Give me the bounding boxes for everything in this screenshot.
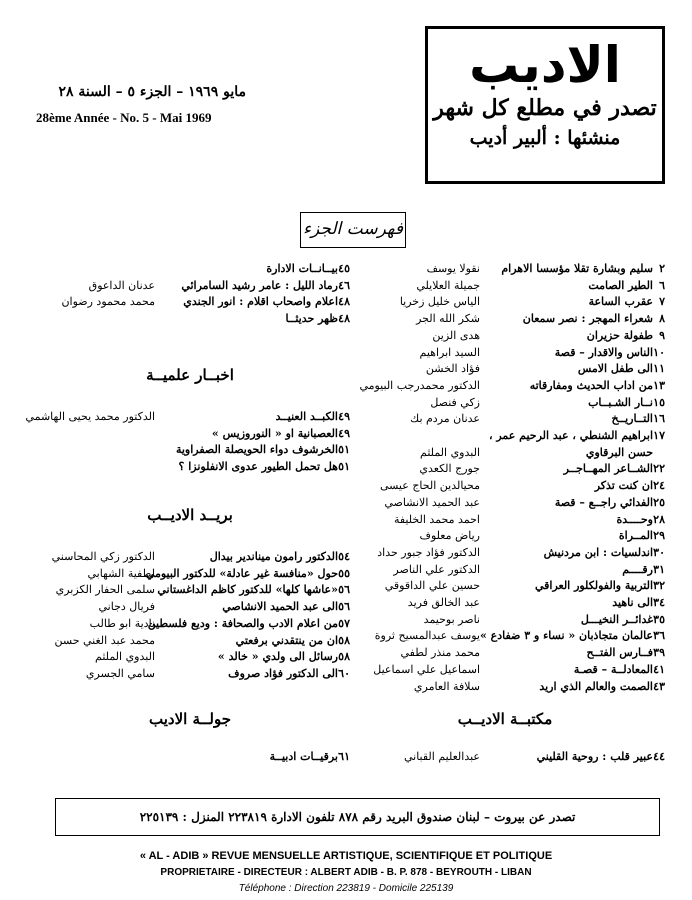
article-author: البدوي الملثم (420, 445, 480, 459)
page-number: ١٥ (653, 395, 665, 409)
footer-line-3: Téléphone : Direction 223819 - Domicile 225139 (238, 883, 454, 894)
masthead (425, 26, 665, 184)
toc-entry (30, 262, 350, 277)
page-number: ٦ (659, 278, 665, 292)
toc-entry (345, 295, 665, 310)
article-title: من اداب الحديث ومفارقاته (529, 378, 653, 392)
page-number: ٤٩ (338, 410, 350, 423)
article-title: حول «منافسة غير عادلة» للدكتور البيومي (145, 566, 338, 580)
page-number: ٦٠ (338, 666, 350, 680)
article-title: ان من ينتقدني برفعتي (235, 633, 338, 647)
page-number: ٢٩ (653, 529, 665, 543)
article-author: محمد محمود رضوان (61, 295, 155, 309)
article-author: جورج الكعدي (419, 462, 480, 476)
article-author: زكي فنصل (430, 395, 480, 409)
article-title: المــراة (618, 529, 653, 543)
footer-line-1: « AL - ADIB » REVUE MENSUELLE ARTISTIQUE, SCIENTIFIQUE ET POLITIQUE (139, 850, 553, 862)
toc-entry (30, 617, 350, 632)
issue-arabic: مايو ١٩٦٩ – الجزء ٥ – السنة ٢٨ (58, 84, 246, 100)
article-title: رماد الليل : عامر رشيد السامرائي (181, 278, 338, 292)
article-author: حسين علي الداقوقي (384, 579, 480, 593)
article-title: رقــــم (622, 562, 653, 576)
page-number: ٤٥ (338, 262, 350, 275)
toc-entry (345, 646, 665, 661)
toc-entry (30, 634, 350, 649)
page-number: ٤٦ (338, 278, 350, 292)
page-number: ٥٧ (338, 616, 350, 630)
article-author: ناصر بوحيمد (423, 612, 480, 626)
page-number: ٣٩ (653, 646, 665, 660)
section-heading: مكتبــة الاديــب (457, 710, 553, 728)
toc-entry (345, 680, 665, 695)
page-number: ٤٤ (653, 750, 665, 763)
article-author: السيد ابراهيم (419, 345, 480, 359)
toc-entry (30, 443, 350, 458)
article-title: المعادلــة – قصـة (573, 662, 653, 676)
toc-entry (345, 329, 665, 344)
article-title: الطير الصامت (588, 278, 653, 292)
toc-entry (345, 563, 665, 578)
page-number: ٦١ (338, 750, 350, 763)
page-number: ٥٦ (338, 583, 350, 597)
toc-entry (345, 396, 665, 411)
article-author: عدنان مردم بك (410, 412, 480, 426)
article-author: جميلة العلايلي (416, 278, 480, 292)
toc-entry (345, 513, 665, 528)
article-author: فؤاد الخشن (425, 362, 480, 376)
page-number: ٥٨ (338, 650, 350, 664)
article-author: محمد منذر لطفي (400, 646, 480, 660)
page-number: ٥٥ (338, 566, 350, 580)
toc-entry (30, 550, 350, 565)
article-title: من اعلام الادب والصحافة : وديع فلسطين (147, 616, 338, 630)
article-title: الناس والاقدار – قصة (554, 345, 653, 359)
page-number: ٥١ (338, 443, 350, 457)
toc-entry (345, 346, 665, 361)
toc-entry (345, 596, 665, 611)
article-title: الى طفل الامس (577, 362, 653, 376)
article-author: عبد الحميد الانشاصي (384, 495, 480, 509)
page-number: ١٠ (653, 345, 665, 359)
article-title: التــاريــخ (611, 412, 653, 426)
section-heading: اخبــار علميــة (146, 366, 234, 384)
toc-entry (345, 663, 665, 678)
article-title: التربية والفولكلور العراقي (534, 579, 653, 593)
page-number: ٤٨ (338, 295, 350, 309)
article-title: شعراء المهجر : نصر سمعان (522, 312, 653, 326)
toc-entry (345, 379, 665, 394)
article-author: الدكتور محمدرجب البيومي (359, 378, 480, 392)
page-number: ٤٣ (653, 679, 665, 693)
article-author: نقولا يوسف (426, 262, 480, 275)
page-number: ٢٥ (653, 495, 665, 509)
article-title: ابراهيم الشنطي ، عبد الرحيم عمر ، (488, 429, 653, 442)
article-title: الخرشوف دواء الحويصلة الصفراوية (175, 443, 338, 457)
page-number: ٢٢ (653, 462, 665, 476)
page-number: ٣٠ (653, 545, 665, 559)
article-title: وحــــدة (616, 512, 653, 526)
section-heading: جولــة الاديب (149, 710, 231, 728)
page-number: ٣١ (653, 562, 665, 576)
article-author: عبدالعليم القباني (403, 750, 480, 763)
toc-entry (30, 427, 350, 442)
article-title: ظهر حديثــا (285, 312, 338, 326)
article-title: سليم وبشارة تقلا مؤسسا الاهرام (501, 262, 653, 275)
toc-entry (30, 295, 350, 310)
article-author: اسماعيل علي اسماعيل (373, 662, 480, 676)
article-title: طفولة حزيران (586, 328, 653, 342)
article-title: هل تحمل الطيور عدوى الانفلونزا ؟ (178, 460, 338, 474)
article-title: الى الدكتور فؤاد صروف (228, 666, 338, 680)
toc-entry (30, 279, 350, 294)
article-title: ان كنت تذكر (594, 479, 653, 493)
journal-publisher: منشئها : ألبير أديب (469, 127, 621, 149)
journal-title: الاديب (469, 36, 621, 94)
toc-entry (345, 446, 665, 461)
page-number: ٤١ (653, 662, 665, 676)
article-title: بيــانــات الادارة (266, 262, 338, 275)
page-number: ٧ (659, 295, 665, 309)
article-title: اعلام واصحاب اقلام : انور الجندي (183, 295, 338, 309)
page-number: ١٦ (653, 412, 665, 426)
page-number: ٥٦ (338, 600, 350, 614)
toc-entry (30, 667, 350, 682)
article-title: عقرب الساعة (588, 295, 653, 309)
article-author: يوسف عبدالمسيح ثروة (374, 629, 480, 643)
article-title: «عاشها كلها» للدكتور كاظم الداغستاني (157, 583, 338, 597)
toc-entry (345, 312, 665, 327)
toc-left-column (25, 262, 350, 782)
article-title: اندلسيات : ابن مردنيش (543, 545, 653, 559)
article-author: محيالدين الحاج عيسى (379, 479, 480, 493)
page-number: ٥٨ (338, 633, 350, 647)
article-title: الشــاعر المهــاجــر (563, 462, 653, 476)
page-number: ١٧ (653, 429, 665, 442)
article-author: شكر الله الجر (416, 312, 480, 326)
article-title: عبير قلب : روحية القليني (536, 750, 653, 763)
toc-title: فهرست الجزء (300, 212, 406, 248)
article-title: فــارس الفتــح (586, 646, 653, 660)
page-number: ٢٨ (653, 512, 665, 526)
page-number: ٥٤ (338, 550, 350, 563)
article-title: عالمان متجاذبان « نساء و ٣ ضفادع » (479, 629, 653, 643)
article-author: عبد الخالق فريد (407, 596, 480, 609)
toc-entry (345, 412, 665, 427)
page-number: ٨ (659, 312, 665, 326)
article-title: الى عبد الحميد الانشاصي (222, 600, 338, 614)
article-title: برقيــات ادبيــة (269, 750, 338, 763)
toc-entry (30, 312, 350, 327)
page-number: ٢ (659, 262, 665, 275)
article-title: الدكتور رامون ميناندير بيدال (209, 550, 338, 563)
page-number: ٤٩ (338, 426, 350, 440)
section-heading: بريــد الاديــب (147, 506, 233, 524)
article-title: الفدائي راجــع – قصة (554, 495, 653, 509)
page-number: ٣٥ (653, 612, 665, 626)
toc-entry (30, 460, 350, 475)
toc-entry (345, 462, 665, 477)
article-title: الكبــد العنيــد (275, 410, 338, 423)
article-author: الدكتور زكي المحاسني (51, 550, 155, 563)
toc-entry (345, 629, 665, 644)
page-number: ٣٢ (653, 579, 665, 593)
toc-entry (345, 262, 665, 277)
toc-entry (345, 579, 665, 594)
page-number: ٤٨ (338, 312, 350, 326)
article-title: غدائــر النخيـــل (580, 612, 653, 626)
journal-subtitle: تصدر في مطلع كل شهر (433, 95, 657, 121)
page-number: ٢٤ (653, 479, 665, 493)
page-number: ٣٤ (653, 596, 665, 609)
article-title: العصبانية او « النوروزيس » (211, 426, 338, 440)
article-author: سلافة العامري (413, 679, 480, 693)
toc-entry (345, 750, 665, 765)
article-author: الدكتور علي الناصر (393, 562, 480, 576)
page-number: ١٣ (653, 378, 665, 392)
address-box: تصدر عن بيروت – لبنان صندوق البريد رقم ٨٧٨ تلفون الادارة ٢٢٣٨١٩ المنزل : ٢٢٥١٣٩ (55, 798, 660, 836)
toc-entry (345, 479, 665, 494)
toc-entry (30, 650, 350, 665)
toc-entry (30, 600, 350, 615)
toc-entry (30, 567, 350, 582)
article-author: محمد عبد الغني حسن (54, 633, 155, 647)
toc-entry (345, 529, 665, 544)
article-title: نــار الشـبــاب (588, 395, 653, 409)
toc-entry (345, 429, 665, 444)
toc-entry (345, 546, 665, 561)
page-number: ١١ (653, 362, 665, 376)
article-author: سلمى الحفار الكزبري (55, 583, 155, 597)
article-author: الدكتور فؤاد جبور حداد (377, 545, 480, 559)
footer-line-2: PROPRIETAIRE - DIRECTEUR : ALBERT ADIB - B. P. 878 - BEYROUTH - LIBAN (160, 867, 532, 878)
article-author: الدكتور محمد يحيى الهاشمي (25, 410, 155, 423)
article-author: فريال دجاني (98, 600, 155, 614)
issue-french: 28ème Année - No. 5 - Mai 1969 (36, 110, 212, 125)
page-number: ٣٦ (653, 629, 665, 643)
article-title: الصمت والعالم الذي اريد (539, 679, 653, 693)
article-author: عدنان الداعوق (88, 278, 155, 292)
toc-entry (345, 362, 665, 377)
page-number: ٩ (659, 328, 665, 342)
article-author: لطفية الشهابي (87, 566, 155, 580)
article-author: رياض معلوف (419, 529, 480, 543)
toc-entry (345, 496, 665, 511)
page-number: ٥١ (338, 460, 350, 474)
toc-entry (345, 279, 665, 294)
toc-right-column (345, 262, 665, 782)
article-author: الياس خليل زخريا (399, 295, 480, 309)
article-title: رسائل الى ولدي « خالد » (217, 650, 338, 664)
article-author: نادية ابو طالب (89, 616, 155, 630)
toc-entry (25, 410, 350, 425)
toc-entry (30, 750, 350, 765)
article-author: احمد محمد الخليفة (393, 512, 480, 526)
article-author: سامي الجسري (85, 666, 155, 680)
toc-entry (345, 613, 665, 628)
toc-entry (30, 583, 350, 598)
article-title: حسن البرقاوي (585, 445, 653, 459)
article-author: البدوي الملثم (95, 650, 155, 664)
article-author: هدى الزين (432, 328, 480, 342)
article-title: الى ناهيد (612, 596, 653, 609)
